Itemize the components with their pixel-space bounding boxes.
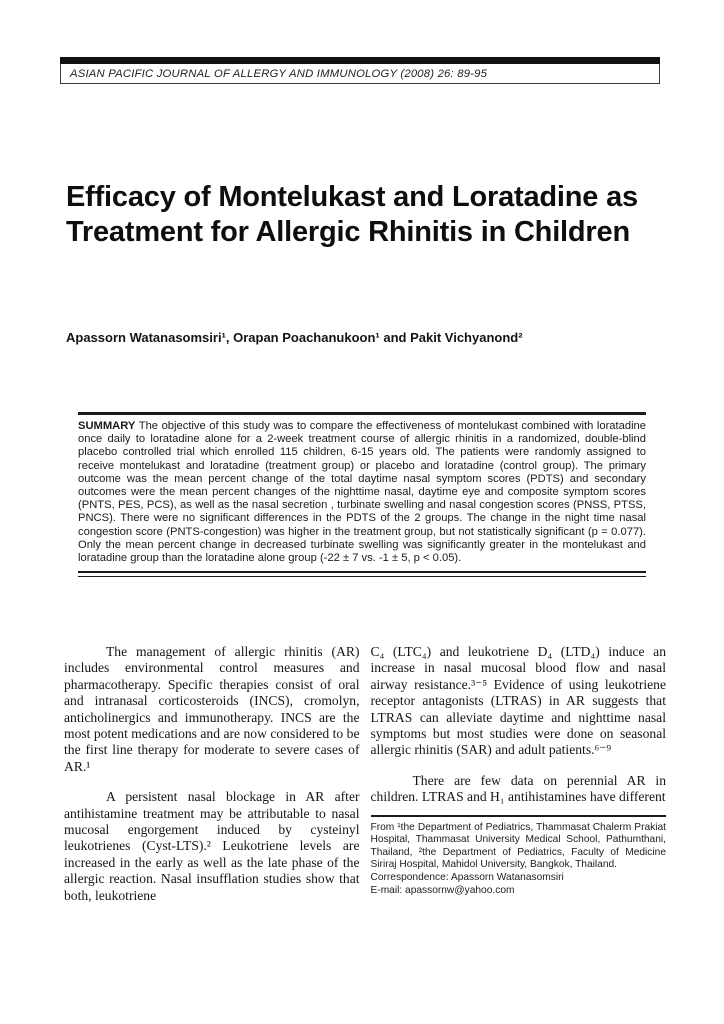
- right-column: [371, 644, 667, 904]
- summary-label: SUMMARY: [78, 420, 136, 432]
- body-paragraph-perennial-ar: There are few data on perennial AR in children. LTRAS and H₁ antihistamines have different: [370, 772, 666, 805]
- body-paragraph-leukotrienes: A persistent nasal blockage in AR after antihistamine treatment may be attributable to nasal mucosal engorgement induced by cysteinyl leukotrienes (Cyst-LTS).² Leukotriene levels are increased in the early as well as the late phase of the allergic reaction. Nasal insufflation studies show that both, leukotriene: [64, 789, 360, 903]
- left-column: [64, 644, 360, 904]
- body-columns: [64, 644, 666, 904]
- affiliations-text: From ¹the Department of Pediatrics, Thammasat Chalerm Prakiat Hospital, Thammasat University Medical School, Pathumthani, Thailand, ²the Department of Pediatrics, Faculty of Medicine Siriraj Hospital, Mahidol University, Bangkok, Thailand.: [370, 821, 666, 871]
- summary-bottom-rule: [78, 571, 646, 577]
- authors-line: Apassorn Watanasomsiri¹, Orapan Poachanukoon¹ and Pakit Vichyanond²: [66, 330, 523, 345]
- correspondence-line: Correspondence: Apassorn Watanasomsiri: [370, 872, 564, 884]
- body-paragraph-intro: The management of allergic rhinitis (AR) includes environmental control measures and pharmacotherapy. Specific therapies consist of oral and intranasal corticosteroids (INCS), cromolyn, anticholinergics and immunotherapy. INCS are the most potent medications and are now considered to be the first line therapy for moderate to severe cases of AR.¹: [64, 644, 360, 774]
- article-title: Efficacy of Montelukast and Loratadine as Treatment for Allergic Rhinitis in Children: [66, 181, 638, 248]
- email-line: E-mail: apassornw@yahoo.com: [370, 884, 515, 896]
- body-paragraph-continuation: C₄ (LTC₄) and leukotriene D₄ (LTD₄) induce an increase in nasal mucosal blood flow and nasal airway resistance.³⁻⁵ Evidence of using leukotriene receptor antagonists (LTRAS) in AR suggests that LTRAS can alleviate daytime and nighttime nasal symptoms but most studies were done on seasonal allergic rhinitis (SAR) and adult patients.⁶⁻⁹: [370, 644, 666, 758]
- summary-section: [78, 412, 646, 577]
- journal-citation-line: ASIAN PACIFIC JOURNAL OF ALLERGY AND IMMUNOLOGY (2008) 26: 89-95: [70, 67, 488, 80]
- affiliation-footnote: [371, 815, 667, 898]
- masthead-top-bar: [60, 57, 660, 64]
- summary-paragraph: [78, 420, 646, 565]
- summary-top-rule: [78, 412, 646, 415]
- journal-masthead-box: [60, 64, 660, 84]
- summary-body-text: The objective of this study was to compare the effectiveness of montelukast combined with loratadine once daily to loratadine alone for a 2-week treatment course of allergic rhinitis in a randomized, double-blind placebo controlled trial which enrolled 115 children, 6-15 years old. The patients were randomly assigned to receive montelukast and loratadine (treatment group) or placebo and loratadine (control group). The primary outcome was the mean percent change of the total daytime nasal symptom scores (PDTS) and secondary outcomes were the mean percent changes of the nighttime nasal, daytime eye and composite symptom scores (PNTS, PES, PCS), as well as the nasal secretion , turbinate swelling and nasal congestion scores (PNSS, PTSS, PNCS). There were no significant differences in the PDTS of the 2 groups. The change in the night time nasal congestion score (PNTS-congestion) was higher in the treatment group, but not statistically significant (p = 0.077). Only the mean percent change in decreased turbinate swelling was significantly greater in the montelukast and loratadine group than the loratadine alone group (-22 ± 7 vs. -1 ± 5, p < 0.05).: [78, 420, 647, 565]
